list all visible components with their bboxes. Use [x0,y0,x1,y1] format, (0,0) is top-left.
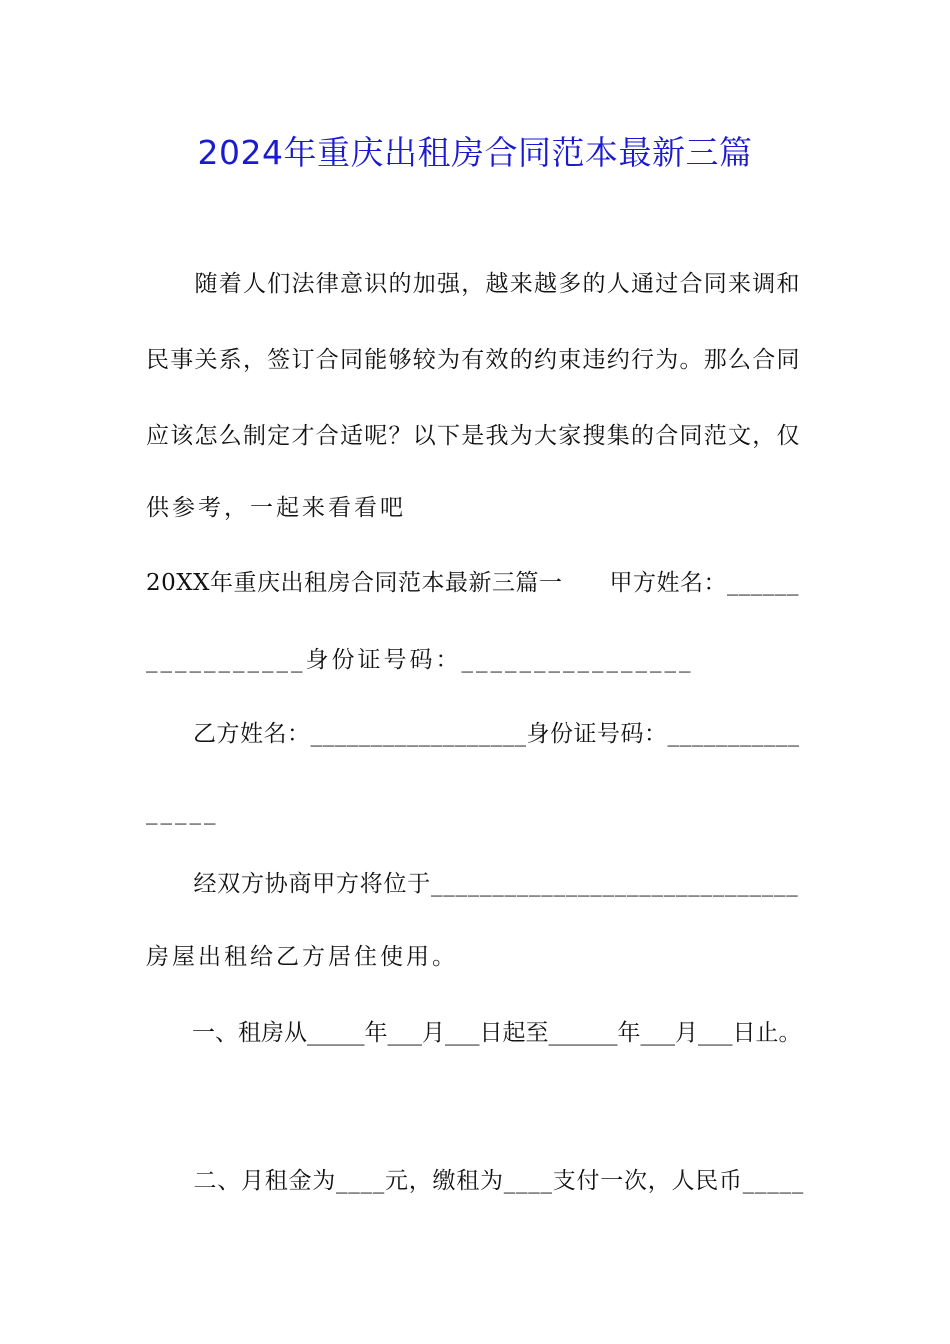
paragraph-line: 供参考，一起来看看吧 [146,495,406,521]
party-b-line: 乙方姓名：__________________身份证号码：___________ [146,721,800,747]
document-title: 2024年重庆出租房合同范本最新三篇 [197,133,753,172]
usage-line: 房屋出租给乙方居住使用。 [146,944,458,970]
paragraph-line: 应该怎么制定才合适呢？以下是我为大家搜集的合同范文，仅 [146,423,801,449]
clause-2-line: 二、月租金为____元，缴租为____支付一次，人民币_____ [146,1168,804,1194]
paragraph-line: 随着人们法律意识的加强，越来越多的人通过合同来调和 [146,271,801,297]
paragraph-line: 民事关系，签订合同能够较为有效的约束违约行为。那么合同 [146,347,801,373]
party-a-id-line: ___________身份证号码：________________ [146,647,694,673]
party-a-line: 20XX年重庆出租房合同范本最新三篇一 甲方姓名：______ [146,570,800,596]
location-line: 经双方协商甲方将位于______________________________ [146,871,799,897]
party-b-id-line: _____ [146,799,219,825]
clause-1-line: 一、租房从_____年___月___日起至______年___月___日止。 [146,1020,802,1046]
